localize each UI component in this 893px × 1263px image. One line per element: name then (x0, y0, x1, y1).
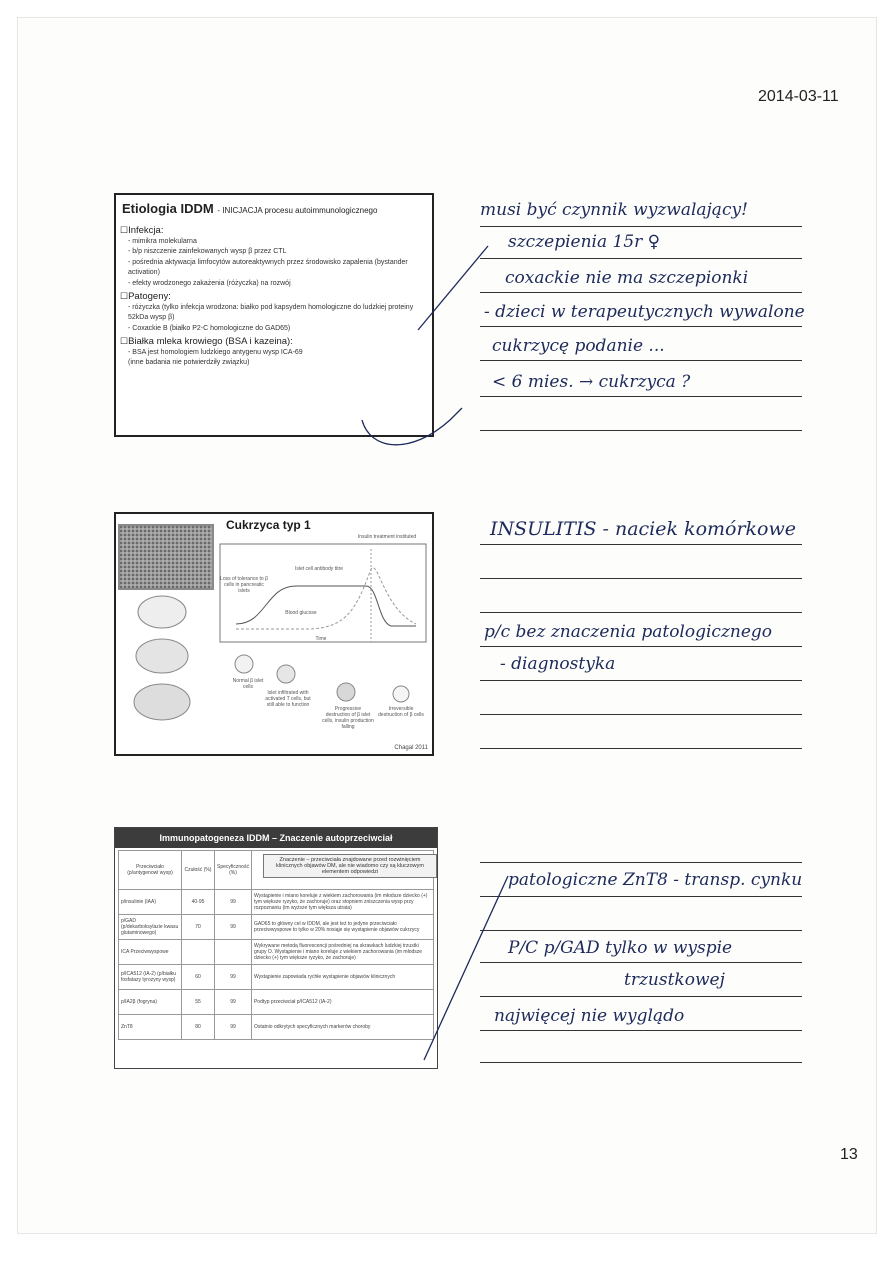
cell-antibody: ICA Przeciwwyspowe (119, 940, 182, 965)
rule (480, 258, 802, 259)
rule (480, 544, 802, 545)
label-blood-glucose: Blood glucose (285, 610, 317, 616)
cell-notes: Ostatnio odkrytych specyficznych markerów choroby (251, 1015, 433, 1040)
rule (480, 714, 802, 715)
label-time: Time (315, 636, 327, 642)
note-diabetes: cukrzycę podanie ... (492, 336, 665, 356)
rule (480, 680, 802, 681)
note-coxackie: coxackie nie ma szczepionki (505, 268, 749, 288)
slide-illustration (116, 514, 432, 754)
note-vaccination: szczepienia 15r ♀ (508, 232, 661, 252)
note-most: najwięcej nie wyglądo (494, 1006, 685, 1026)
slide-body (120, 223, 428, 369)
stage-irreversible (393, 686, 409, 702)
rule (480, 646, 802, 647)
note-gad: P/C p/GAD tylko w wyspie (508, 938, 733, 958)
slide-immunopatogeneza (114, 827, 438, 1069)
stage-progressive (337, 683, 355, 701)
bullet-item: (inne badania nie potwierdziły związku) (128, 359, 250, 366)
page-number: 13 (840, 1146, 858, 1163)
rule (480, 862, 802, 863)
slide-etiologia-iddm (114, 193, 434, 437)
note-insulitis: INSULITIS - naciek komórkowe (490, 518, 797, 540)
note-diagnostics: - diagnostyka (500, 654, 616, 674)
bullet-item: - pośrednia aktywacja limfocytów autoreaktywnych przez środowisko zapalenia (bystander activation) (128, 258, 408, 276)
note-znt8: patologiczne ZnT8 - transp. cynku (508, 870, 803, 890)
cell-notes: GAD65 to główny cel w IDDM, ale jest też to jedyne przeciwciało przeciwwyspowe to tylko w 20% nosiąje się wystąpienie objawów cukrzycy (251, 915, 433, 940)
cell-notes: Wystąpienie zapowiada rychłe wystąpienie objawów klinicznych (251, 965, 433, 990)
rule (480, 292, 802, 293)
cell-notes: Wykrywane metodą fluorescencji pośredniej na skrawkach ludzkiej trzustki grupy O. Wystąpienie i miano koreluje z wiekiem zachorowania (im młodsze dziecko (+) tym większe ryzyko, że zachoruje) (251, 940, 433, 965)
cell-notes: Wystąpienie i miano koreluje z wiekiem zachorowania (im młodsze dziecko (+) tym większe ryzyko, że zachoruje) oraz stopniem zniszczenia wysp przy rozpoznaniu (im wyższe tym większa utrata) (251, 890, 433, 915)
cell-antibody: ZnT8 (119, 1015, 182, 1040)
rule (480, 360, 802, 361)
cell-specificity (215, 940, 252, 965)
table-row (119, 915, 434, 940)
note-pancreas: trzustkowej (624, 970, 725, 990)
bullet-item: - Coxackie B (białko P2-C homologiczne do GAD65) (128, 324, 291, 332)
label-irreversible: Irreversible destruction of β cells (378, 706, 424, 718)
bullet-heading: ☐ Patogeny: (120, 291, 428, 303)
note-antibodies: p/c bez znaczenia patologicznego (484, 622, 773, 642)
bullet-heading: ☐ Białka mleka krowiego (BSA i kazeina): (120, 336, 428, 348)
table-row (119, 940, 434, 965)
cell-antibody: p/GAD (p/dekarboksylazie kwasu glutaminowego) (119, 915, 182, 940)
slide-credit: Chagal 2011 (394, 745, 428, 751)
rule (480, 996, 802, 997)
rule (480, 1030, 802, 1031)
cell-antibody: p/insulinie (IAA) (119, 890, 182, 915)
bullet-item: - różyczka (tylko infekcja wrodzona: białko pod kapsydem homologiczne do ludzkiej proteiny 52kDa wysp β) (128, 303, 414, 321)
slide-title: Cukrzyca typ 1 (226, 518, 311, 532)
note-six-months: < 6 mies. → cukrzyca ? (492, 372, 691, 392)
rule (480, 962, 802, 963)
table-row (119, 890, 434, 915)
rule (480, 930, 802, 931)
cell-sensitivity: 60 (182, 965, 215, 990)
rule (480, 1062, 802, 1063)
cell-antibody: p/IA2β (fogryna) (119, 990, 182, 1015)
antibody-table (118, 850, 434, 1040)
rule (480, 226, 802, 227)
islet-cell-3 (134, 684, 190, 720)
label-islet-cell: Islet cell antibody titre (294, 566, 344, 572)
slide-cukrzyca-typ-1 (114, 512, 434, 756)
histology-texture (120, 526, 212, 588)
cell-sensitivity: 80 (182, 1015, 215, 1040)
cell-sensitivity: 40-95 (182, 890, 215, 915)
cell-notes: Podtyp przeciwciał p/ICA512 (IA-2) (251, 990, 433, 1015)
rule (480, 396, 802, 397)
slide-title: Etiologia IDDM - INICJACJA procesu autoimmunologicznego (122, 201, 378, 216)
rule (480, 430, 802, 431)
col-specificity: Specyficzność (%) (215, 851, 252, 890)
table-row (119, 1015, 434, 1040)
label-insulin: Insulin treatment instituted (357, 534, 417, 540)
label-progressive: Progressive destruction of β islet cells, insulin production falling (322, 706, 374, 730)
stage-infiltrated (277, 665, 295, 683)
bullet-item: - mimikra molekularna (128, 237, 197, 245)
col-sensitivity: Czułość (%) (182, 851, 215, 890)
slide-title: Immunopatogeneza IDDM – Znaczenie autoprzeciwciał (115, 828, 437, 848)
stage-normal (235, 655, 253, 673)
col-antibody: Przeciwciało (p/antygenowi wysp) (119, 851, 182, 890)
table-row (119, 965, 434, 990)
cell-sensitivity: 70 (182, 915, 215, 940)
note-trigger: musi być czynnik wyzwalający! (480, 200, 748, 220)
label-normal: Normal β islet cells (232, 678, 264, 690)
cell-specificity: 99 (215, 965, 252, 990)
rule (480, 896, 802, 897)
cell-sensitivity: 55 (182, 990, 215, 1015)
bullet-item: - efekty wrodzonego zakażenia (różyczka) na rozwój (128, 279, 291, 287)
label-infiltrated: Islet infiltrated with activated T cells, but still able to function (265, 690, 311, 708)
cell-antibody: p/ICA512 (IA-2) (p/białku fosfatazy tyrozyny wysp) (119, 965, 182, 990)
cell-specificity: 99 (215, 915, 252, 940)
rule (480, 326, 802, 327)
slide-subtitle: - INICJACJA procesu autoimmunologicznego (217, 206, 378, 215)
cell-sensitivity (182, 940, 215, 965)
note-children: - dzieci w terapeutycznych wywalone (484, 302, 805, 322)
islet-cell-2 (136, 639, 188, 673)
islet-cell-1 (138, 596, 186, 628)
cell-specificity: 99 (215, 890, 252, 915)
label-loss-tolerance: Loss of tolerance to β cells in pancreatic islets (220, 576, 268, 594)
rule (480, 578, 802, 579)
slide-note: Znaczenie – przeciwciała znajdowane przed rozwinięciem klinicznych objawów DM, ale nie wiadomo czy są kluczowym elementem odpowiedzi (263, 854, 437, 878)
table-row (119, 990, 434, 1015)
rule (480, 748, 802, 749)
rule (480, 612, 802, 613)
cell-specificity: 99 (215, 990, 252, 1015)
bullet-heading: ☐ Infekcja: (120, 225, 428, 237)
cell-specificity: 99 (215, 1015, 252, 1040)
bullet-item: - b/p niszczenie zainfekowanych wysp β przez CTL (128, 248, 287, 255)
page-date: 2014-03-11 (758, 88, 839, 105)
bullet-item: - BSA jest homologiem ludzkiego antygenu wysp ICA-69 (128, 348, 303, 356)
